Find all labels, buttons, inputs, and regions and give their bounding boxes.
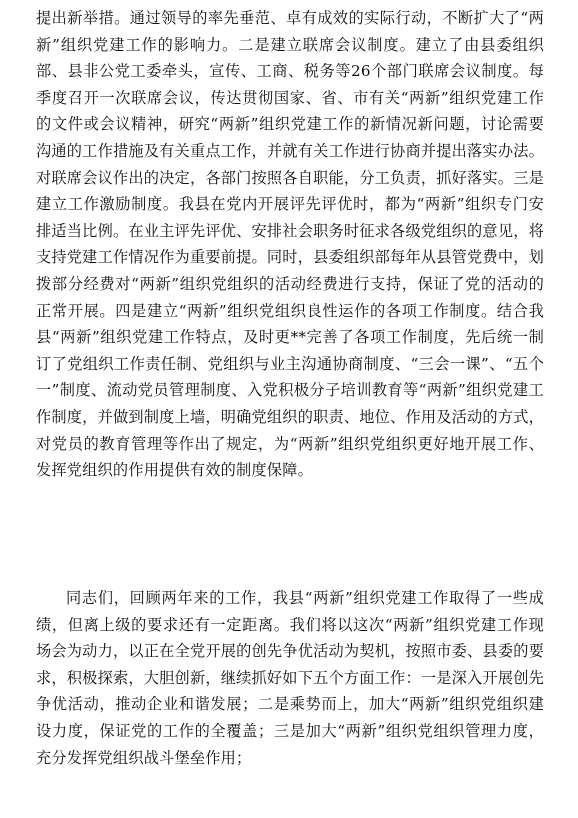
paragraph-1: 提出新举措。通过领导的率先垂范、卓有成效的实际行动，不断扩大了“两新”组织党建工作的影响力。二是建立联席会议制度。建立了由县委组织部、县非公党工委牵头，宣传、工商、税务等26个部门联席会议制度。每季度召开一次联席会议，传达贯彻国家、省、市有关“两新”组织党建工作的文件或会议精神，研究“两新”组织党建工作的新情况新问题，讨论需要沟通的工作措施及有关重点工作，并就有关工作进行协商并提出落实办法。对联席会议作出的决定，各部门按照各自职能，分工负责，抓好落实。三是建立工作激励制度。我县在党内开展评先评优时，都为“两新”组织专门安排适当比例。在业主评先评优、安排社会职务时征求各级党组织的意见，将支持党建工作情况作为重要前提。同时，县委组织部每年从县管党费中，划拨部分经费对“两新”组织党组织的活动经费进行支持，保证了党的活动的正常开展。四是建立“两新”组织党组织良性运作的各项工作制度。结合我县“两新”组织党建工作特点，及时更**完善了各项工作制度，先后统一制订了党组织工作责任制、党组织与业主沟通协商制度、“三会一课”、“五个一”制度、流动党员管理制度、入党积极分子培训教育等“两新”组织党建工作制度，并做到制度上墙，明确党组织的职责、地位、作用及活动的方式，对党员的教育管理等作出了规定，为“两新”组织党组织更好地开展工作、发挥党组织的作用提供有效的制度保障。 bbox=[36, 9, 544, 480]
paragraph-2: 同志们，回顾两年来的工作，我县“两新”组织党建工作取得了一些成绩，但离上级的要求还有一定距离。我们将以这次“两新”组织党建工作现场会为动力，以正在全党开展的创先争优活动为契机，按照市委、县委的要求，积极探索，大胆创新，继续抓好如下五个方面工作：一是深入开展创先争优活动，推动企业和谐发展；二是乘势而上，加大“两新”组织党组织建设力度，保证党的工作的全覆盖；三是加大“两新”组织党组织管理力度，充分发挥党组织战斗堡垒作用； bbox=[36, 589, 544, 767]
